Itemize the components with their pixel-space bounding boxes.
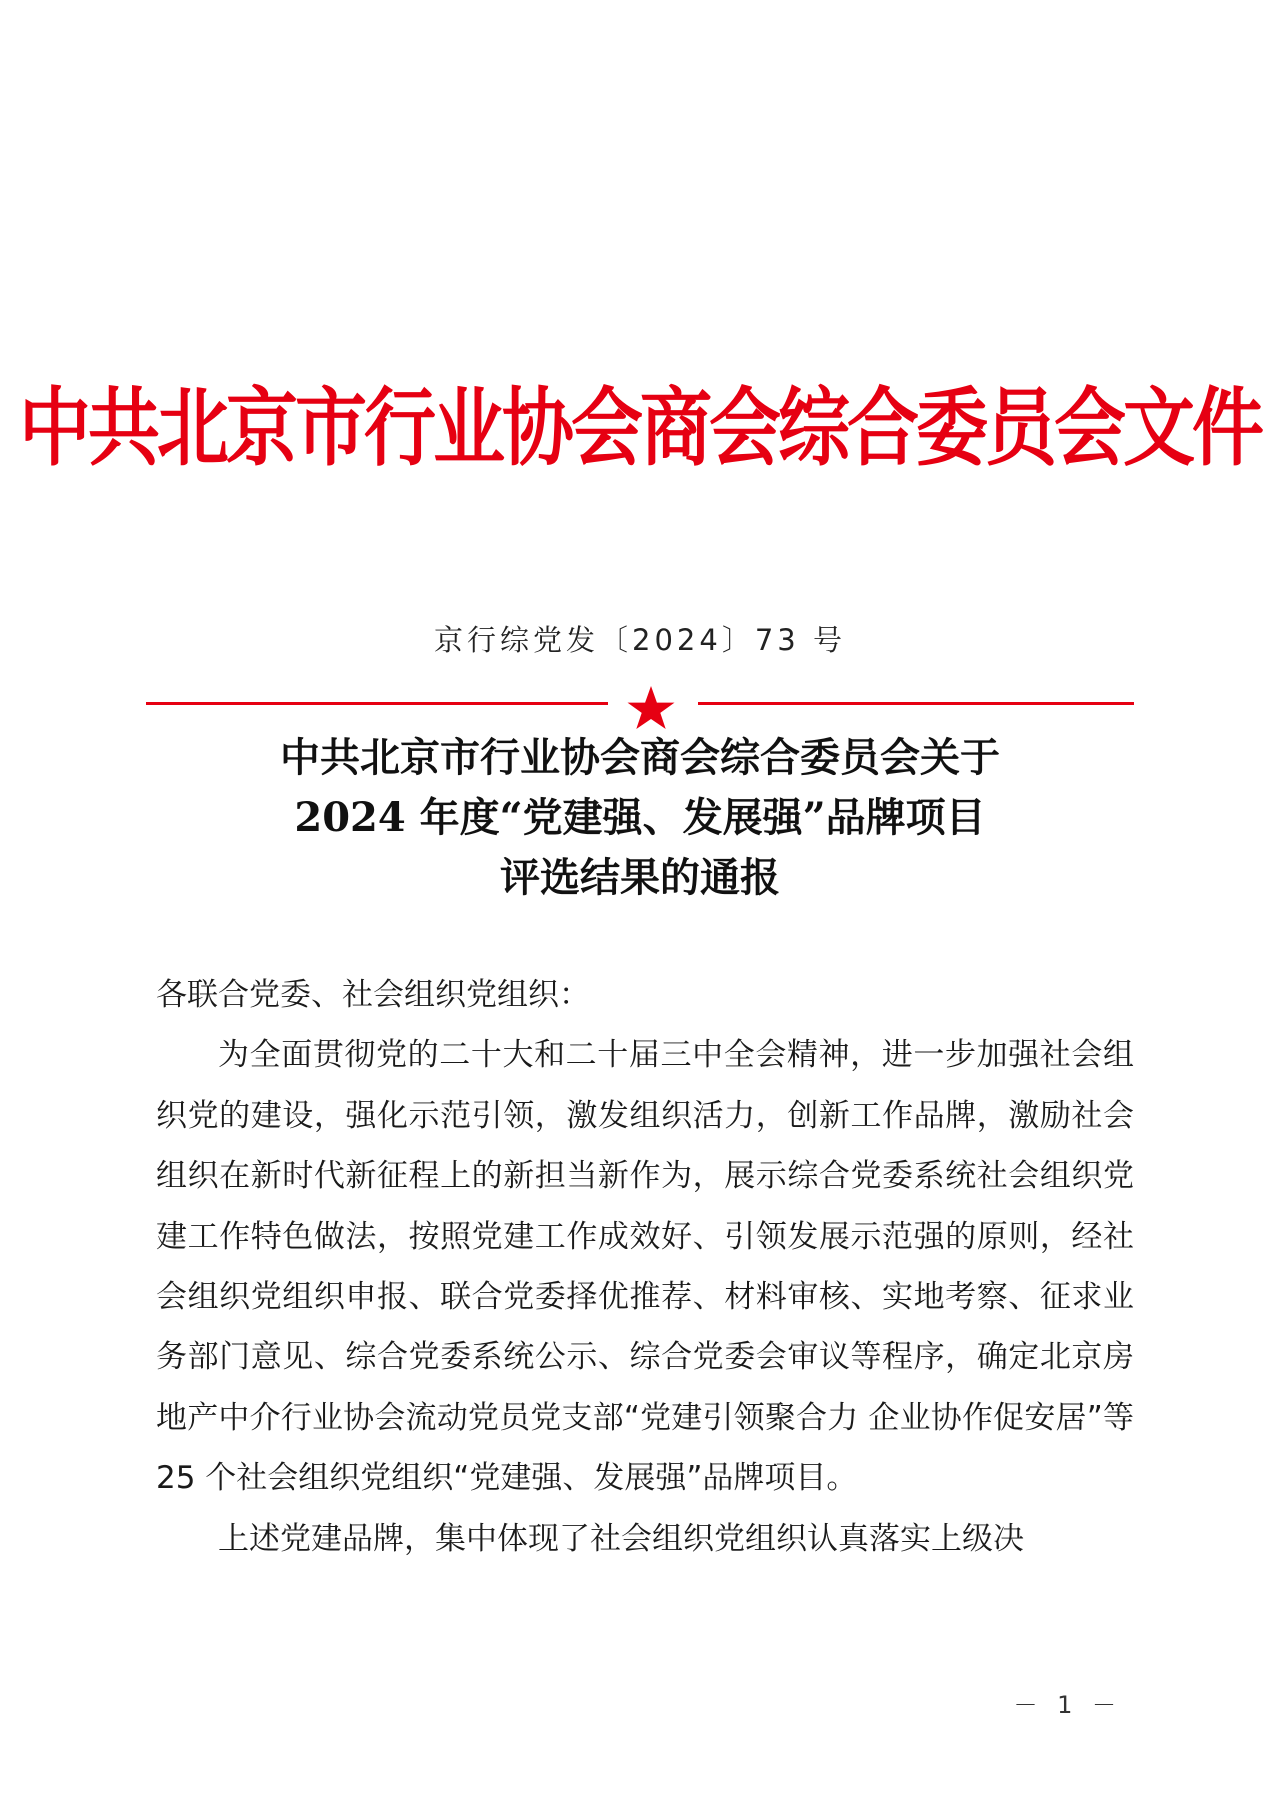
document-title	[0, 728, 1280, 908]
title-line: 2024 年度“党建强、发展强”品牌项目	[294, 794, 986, 841]
document-header-title: 中共北京市行业协会商会综合委员会文件	[18, 377, 1261, 478]
title-line: 评选结果的通报	[500, 854, 780, 901]
title-line: 中共北京市行业协会商会综合委员会关于	[280, 734, 1000, 781]
red-divider	[146, 692, 1134, 732]
divider-line-left	[146, 702, 608, 705]
page-number: － 1 －	[1013, 1691, 1122, 1719]
document-body	[156, 965, 1134, 1569]
document-number: 京行综党发〔2024〕73 号	[434, 623, 846, 657]
star-icon	[626, 684, 676, 730]
salutation: 各联合党委、社会组织党组织：	[156, 977, 590, 1013]
body-paragraph: 上述党建品牌，集中体现了社会组织党组织认真落实上级决	[218, 1520, 1024, 1557]
body-paragraph: 为全面贯彻党的二十大和二十届三中全会精神，进一步加强社会组织党的建设，强化示范引领，激发组织活力，创新工作品牌，激励社会组织在新时代新征程上的新担当新作为，展示综合党委系统社会组织党建工作特色做法，按照党建工作成效好、引领发展示范强的原则，经社会组织党组织申报、联合党委择优推荐、材料审核、实地考察、征求业务部门意见、综合党委系统公示、综合党委会审议等程序，确定北京房地产中介行业协会流动党员党支部“党建引领聚合力 企业协作促安居”等 25 个社会组织党组织“党建强、发展强”品牌项目。	[156, 1037, 1134, 1497]
divider-line-right	[698, 702, 1134, 705]
